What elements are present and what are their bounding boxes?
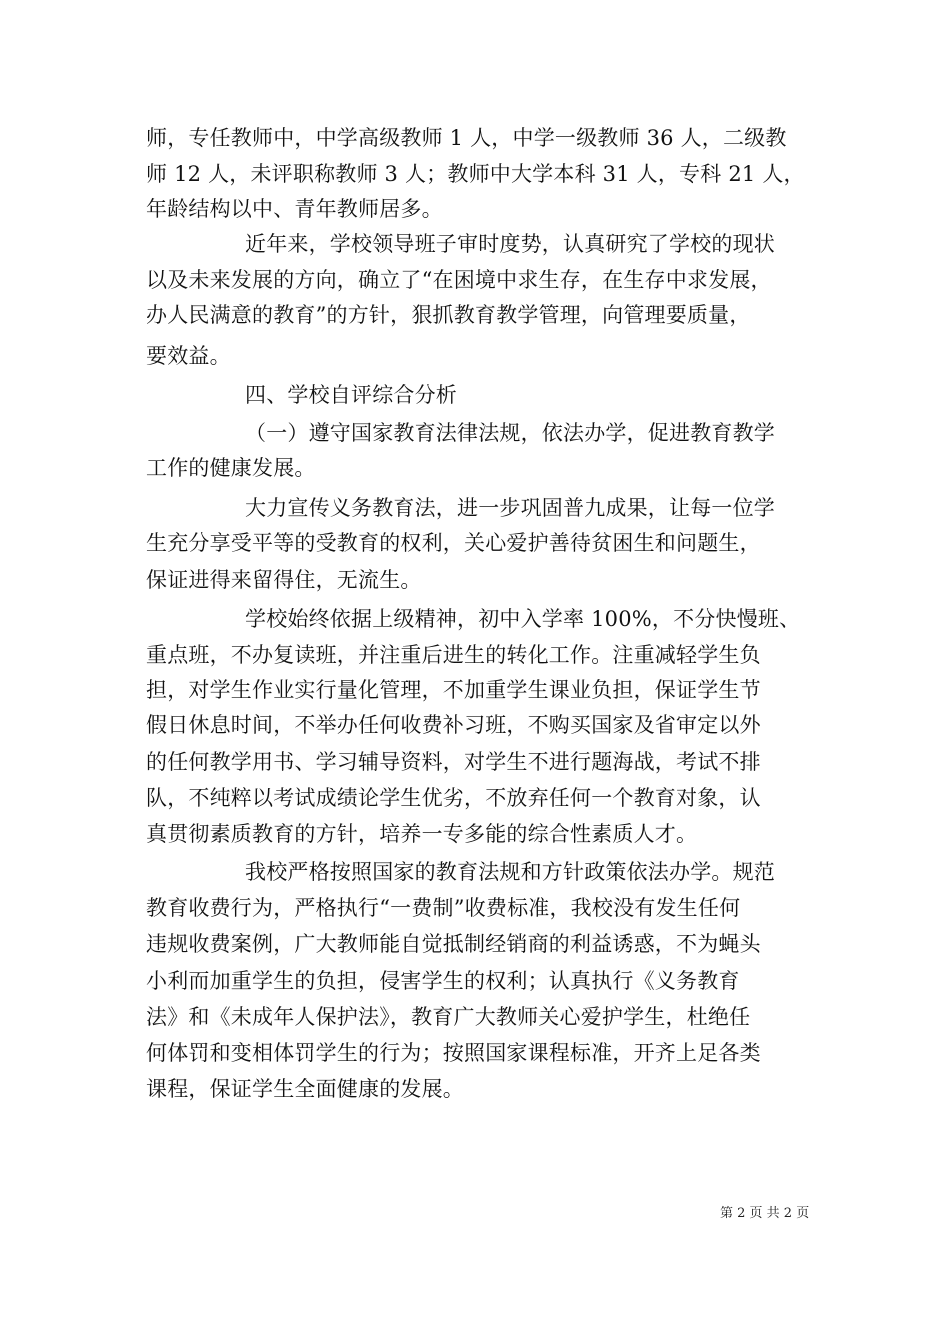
- body-text-line: 大力宣传义务教育法，进一步巩固普九成果，让每一位学: [245, 496, 775, 520]
- body-text-line: 违规收费案例，广大教师能自觉抵制经销商的利益诱惑，不为蝇头: [146, 932, 761, 956]
- body-text-line: 师 12 人，未评职称教师 3 人；教师中大学本科 31 人，专科 21 人，: [146, 162, 805, 186]
- body-text-line: 的任何教学用书、学习辅导资料，对学生不进行题海战，考试不排: [146, 750, 761, 774]
- body-text-line: 何体罚和变相体罚学生的行为；按照国家课程标准，开齐上足各类: [146, 1041, 761, 1065]
- body-text-line: 生充分享受平等的受教育的权利，关心爱护善待贫困生和问题生，: [146, 531, 761, 555]
- body-text-line: 队，不纯粹以考试成绩论学生优劣，不放弃任何一个教育对象，认: [146, 786, 761, 810]
- subsection-heading: （一）遵守国家教育法律法规，依法办学，促进教育教学: [245, 421, 775, 445]
- body-text-line: 办人民满意的教育”的方针，狠抓教育教学管理，向管理要质量，: [146, 303, 751, 327]
- body-text-line: 课程，保证学生全面健康的发展。: [146, 1077, 464, 1101]
- body-text-line: 保证进得来留得住，无流生。: [146, 568, 422, 592]
- body-text-line: 担，对学生作业实行量化管理，不加重学生课业负担，保证学生节: [146, 678, 761, 702]
- body-text-line: 以及未来发展的方向，确立了“在困境中求生存，在生存中求发展，: [146, 268, 772, 292]
- body-text-line: 小利而加重学生的负担，侵害学生的权利；认真执行《义务教育: [146, 969, 740, 993]
- body-text-line: 近年来，学校领导班子审时度势，认真研究了学校的现状: [245, 232, 775, 256]
- subsection-heading: 工作的健康发展。: [146, 456, 316, 480]
- section-heading: 四、学校自评综合分析: [245, 383, 457, 407]
- body-text-line: 师，专任教师中，中学高级教师 1 人，中学一级教师 36 人，二级教: [146, 126, 787, 150]
- body-text-line: 重点班，不办复读班，并注重后进生的转化工作。注重减轻学生负: [146, 643, 761, 667]
- body-text-line: 假日休息时间，不举办任何收费补习班，不购买国家及省审定以外: [146, 713, 761, 737]
- body-text-line: 我校严格按照国家的教育法规和方针政策依法办学。规范: [245, 860, 775, 884]
- body-text-line: 年龄结构以中、青年教师居多。: [146, 197, 443, 221]
- body-text-line: 要效益。: [146, 344, 231, 368]
- page-number: 第 2 页 共 2 页: [720, 1206, 810, 1221]
- body-text-line: 学校始终依据上级精神，初中入学率 100%，不分快慢班、: [245, 607, 801, 631]
- body-text-line: 教育收费行为，严格执行“一费制”收费标准，我校没有发生任何: [146, 896, 741, 920]
- body-text-line: 法》和《未成年人保护法》，教育广大教师关心爱护学生，杜绝任: [146, 1005, 751, 1029]
- body-text-line: 真贯彻素质教育的方针，培养一专多能的综合性素质人才。: [146, 822, 698, 846]
